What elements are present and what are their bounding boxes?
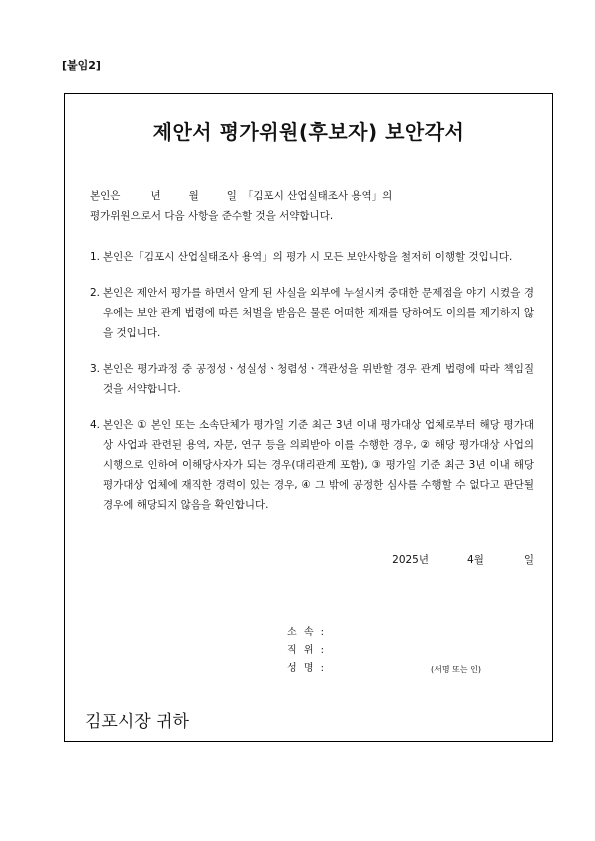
item-number: 3. xyxy=(90,363,101,375)
date-year: 2025년 xyxy=(392,554,430,566)
date-day: 일 xyxy=(523,554,534,566)
pledge-items xyxy=(90,247,534,531)
item-text: 본인은 평가과정 중 공정성ㆍ성실성ㆍ청렴성ㆍ객관성을 위반할 경우 관계 법령에 따라 책임질 것을 서약합니다. xyxy=(103,363,534,395)
year-unit: 년 xyxy=(150,190,161,202)
document-title: 제안서 평가위원(후보자) 보안각서 xyxy=(152,120,465,144)
item-number: 4. xyxy=(90,419,101,431)
signature-block xyxy=(287,624,347,678)
pledge-document xyxy=(64,93,553,742)
intro-prefix: 본인은 xyxy=(90,190,121,202)
pledge-item-1 xyxy=(90,247,534,267)
position-row xyxy=(287,642,347,660)
date-line xyxy=(392,552,534,567)
position-label: 직 위 : xyxy=(287,645,327,656)
pledge-item-2 xyxy=(90,283,534,343)
day-unit: 일 xyxy=(226,190,237,202)
signature-note: (서명 또는 인) xyxy=(431,665,481,674)
addressee: 김포시장 귀하 xyxy=(85,712,189,732)
item-number: 1. xyxy=(90,251,101,263)
attachment-label: [붙임2] xyxy=(62,59,101,72)
item-number: 2. xyxy=(90,287,101,299)
date-month: 4월 xyxy=(467,554,484,566)
intro-line-1 xyxy=(90,186,534,206)
item-text: 본인은「김포시 산업실태조사 용역」의 평가 시 모든 보안사항을 철저히 이행할 것입니다. xyxy=(103,251,513,263)
pledge-item-3 xyxy=(90,359,534,399)
intro-suffix: 「김포시 산업실태조사 용역」의 xyxy=(242,190,393,202)
intro-paragraph xyxy=(90,186,534,226)
item-text: 본인은 제안서 평가를 하면서 알게 된 사실을 외부에 누설시켜 중대한 문제점을 야기 시켰을 경우에는 보안 관계 법령에 따른 처벌을 받음은 물론 어떠한 제재를 당하여도 이의를 제기하지 않을 것입니다. xyxy=(103,287,534,339)
affiliation-row xyxy=(287,624,347,642)
name-row xyxy=(287,660,347,678)
affiliation-label: 소 속 : xyxy=(287,627,327,638)
pledge-item-4 xyxy=(90,415,534,515)
name-label: 성 명 : xyxy=(287,663,327,674)
month-unit: 월 xyxy=(188,190,199,202)
intro-line-2: 평가위원으로서 다음 사항을 준수할 것을 서약합니다. xyxy=(90,210,334,222)
item-text: 본인은 ① 본인 또는 소속단체가 평가일 기준 최근 3년 이내 평가대상 업체로부터 해당 평가대상 사업과 관련된 용역, 자문, 연구 등을 의뢰받아 이를 수행한 경우, ② 해당 평가대상 사업의 시행으로 인하여 이해당사자가 되는 경우(대리관계 포함), ③ 평가일 기준 최근 3년 이내 해당 평가대상 업체에 재직한 경력이 있는 경우, ④ 그 밖에 공정한 심사를 수행할 수 없다고 판단될 경우에 해당되지 않음을 확인합니다. xyxy=(103,419,534,511)
